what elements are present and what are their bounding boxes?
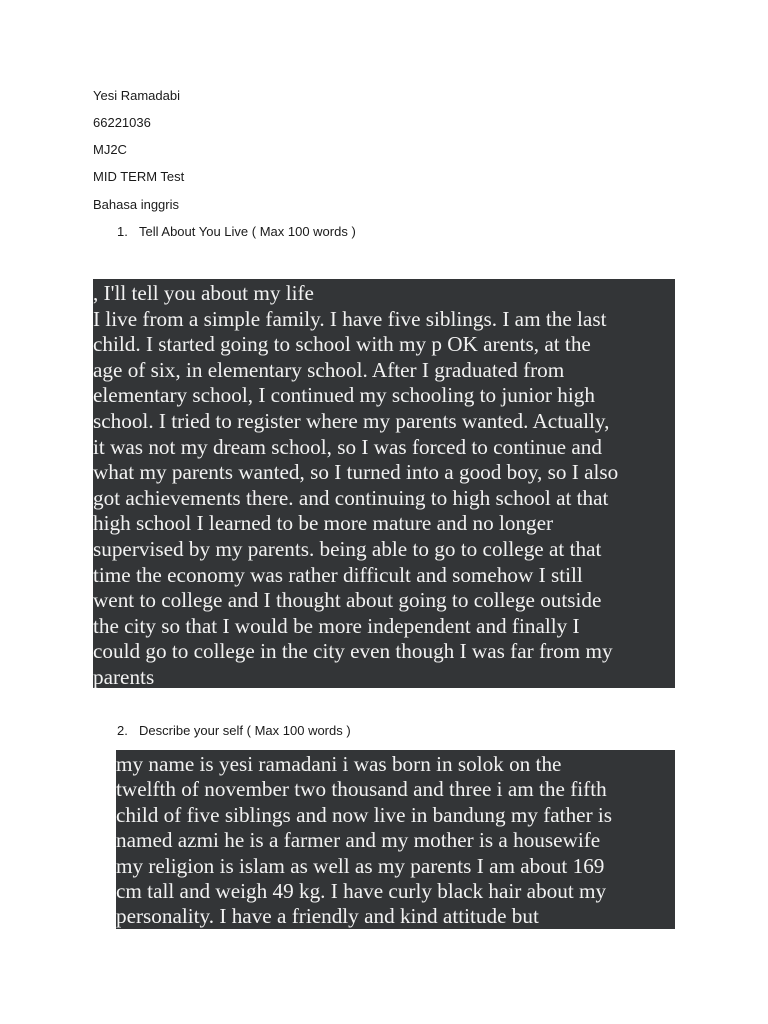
question-2-prompt: Describe your self ( Max 100 words ) <box>139 723 351 738</box>
answer-1-box <box>93 279 675 688</box>
answer-1-line: , I'll tell you about my life <box>93 281 314 305</box>
question-2 <box>117 723 351 739</box>
answer-1-line: age of six, in elementary school. After I graduated from <box>93 357 565 382</box>
answer-1-line: child. I started going to school with my p OK arents, at the <box>93 332 591 357</box>
question-1 <box>117 224 356 240</box>
test-name: MID TERM Test <box>93 169 185 184</box>
answer-2-line: child of five siblings and now live in bandung my father is <box>116 802 613 827</box>
answer-2-line: cm tall and weigh 49 kg. I have curly black hair about my <box>116 879 607 904</box>
question-1-number: 1. <box>117 224 128 239</box>
question-2-number: 2. <box>117 723 128 738</box>
answer-1-line: supervised by my parents. being able to go to college at that <box>93 536 602 561</box>
answer-2-line: named azmi he is a farmer and my mother is a housewife <box>116 828 601 853</box>
answer-1-line: it was not my dream school, so I was forced to continue and <box>93 434 602 459</box>
class-code: MJ2C <box>93 142 127 157</box>
answer-1-line: parents <box>93 664 155 688</box>
answer-2-box <box>116 750 675 929</box>
answer-1-line: got achievements there. and continuing to high school at that <box>93 485 609 510</box>
question-1-prompt: Tell About You Live ( Max 100 words ) <box>139 224 356 239</box>
answer-1-line: high school I learned to be more mature and no longer <box>93 511 554 536</box>
answer-1-line: went to college and I thought about going to college outside <box>93 588 602 613</box>
answer-1-line: could go to college in the city even though I was far from my <box>93 639 613 664</box>
student-id: 66221036 <box>93 115 151 130</box>
answer-2-line: my name is yesi ramadani i was born in solok on the <box>116 752 562 776</box>
subject-name: Bahasa inggris <box>93 197 179 212</box>
student-name: Yesi Ramadabi <box>93 88 180 103</box>
answer-2-line: personality. I have a friendly and kind attitude but <box>116 904 539 929</box>
answer-1-line: the city so that I would be more independent and finally I <box>93 613 580 638</box>
answer-2-line: my religion is islam as well as my parents I am about 169 <box>116 853 605 878</box>
answer-2-line: twelfth of november two thousand and three i am the fifth <box>116 777 607 802</box>
answer-1-line: I live from a simple family. I have five siblings. I am the last <box>93 306 607 331</box>
answer-1-line: elementary school, I continued my schooling to junior high <box>93 383 595 408</box>
answer-1-line: time the economy was rather difficult and somehow I still <box>93 562 583 587</box>
answer-1-line: what my parents wanted, so I turned into a good boy, so I also <box>93 460 619 485</box>
answer-1-line: school. I tried to register where my parents wanted. Actually, <box>93 408 610 433</box>
